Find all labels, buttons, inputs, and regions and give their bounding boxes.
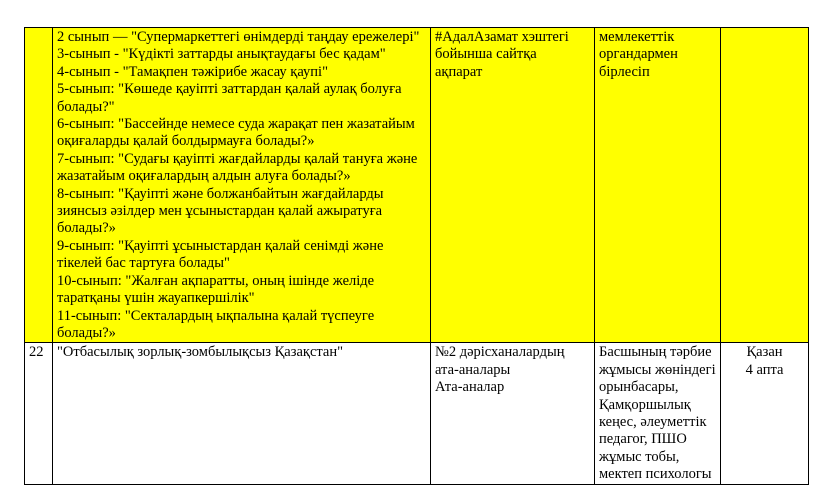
text-line: Қазан (746, 344, 783, 361)
text-line: кеңес, әлеуметтік (599, 413, 707, 430)
text-line: педагог, ПШО (599, 431, 687, 448)
text-line: ата-аналары (435, 361, 511, 378)
text-line: жұмысы жөніндегі (599, 361, 716, 378)
text-line: болады?" (57, 98, 115, 115)
text-line: болады?» (57, 324, 116, 341)
text-line: 5-сынып: "Көшеде қауіпті заттардан қалай аулақ болуға (57, 81, 402, 98)
text-line: 9-сынып: "Қауіпті ұсыныстардан қалай сенімді және (57, 237, 384, 254)
cell-number: 22 (25, 343, 53, 484)
text-line: болады?» (57, 220, 116, 237)
cell-responsible (595, 28, 721, 343)
text-line: Ата-аналар (435, 379, 505, 396)
cell-topic (53, 343, 431, 484)
text-line: "Отбасылық зорлық-зомбылықсыз Қазақстан" (57, 344, 344, 361)
text-line: №2 дәрісханалардың (435, 344, 565, 361)
text-line: 6-сынып: "Бассейнде немесе суда жарақат пен жазатайым (57, 116, 415, 133)
table-row (25, 343, 809, 484)
text-line: 10-сынып: "Жалған ақпаратты, оның ішінде желіде (57, 272, 375, 289)
cell-term (721, 28, 809, 343)
text-line: 2 сынып — "Супермаркеттегі өнімдерді таңдау ережелері" (57, 29, 420, 45)
text-line: Қамқоршылық (599, 396, 691, 413)
text-line: 7-сынып: "Судағы қауіпті жағдайларды қалай тануға және (57, 150, 418, 167)
text-line: бірлесіп (599, 63, 650, 80)
text-line: зиянсыз әзілдер мен ұсыныстардан қалай ажыратуға (57, 203, 383, 220)
cell-method (431, 343, 595, 484)
text-line: ақпарат (435, 63, 483, 80)
text-line: тікелей бас тартуға болады" (57, 255, 230, 272)
text-line: органдармен (599, 46, 678, 63)
cell-method (431, 28, 595, 343)
cell-number (25, 28, 53, 343)
text-line: таратқаны үшін жауапкершілік" (57, 290, 255, 307)
table-row (25, 28, 809, 343)
cell-topic (53, 28, 431, 343)
cell-responsible (595, 343, 721, 484)
text-line: оқиғаларды қалай болдырмауға болады?» (57, 133, 315, 150)
text-line: 3-сынып - "Күдікті заттарды анықтаудағы бес қадам" (57, 46, 386, 63)
text-line: жазатайым оқиғалардың алдын алуға болады?» (57, 168, 351, 185)
text-line: мектеп психологы (599, 466, 712, 483)
text-line: 8-сынып: "Қауіпті және болжанбайтын жағдайларды (57, 185, 384, 202)
text-line: бойынша сайтқа (435, 46, 537, 63)
text-line: 11-сынып: "Секталардың ықпалына қалай түспеуге (57, 307, 375, 324)
plan-table (24, 27, 809, 485)
text-line: орынбасары, (599, 379, 679, 396)
text-line: жұмыс тобы, (599, 448, 680, 465)
text-line: 4 апта (745, 361, 784, 378)
text-line: #АдалАзамат хэштегі (435, 29, 569, 45)
text-line: мемлекеттік (599, 29, 675, 45)
text-line: 4-сынып - "Тамақпен тәжірибе жасау қаупі" (57, 63, 329, 80)
cell-term (721, 343, 809, 484)
text-line: Басшының тәрбие (599, 344, 712, 361)
